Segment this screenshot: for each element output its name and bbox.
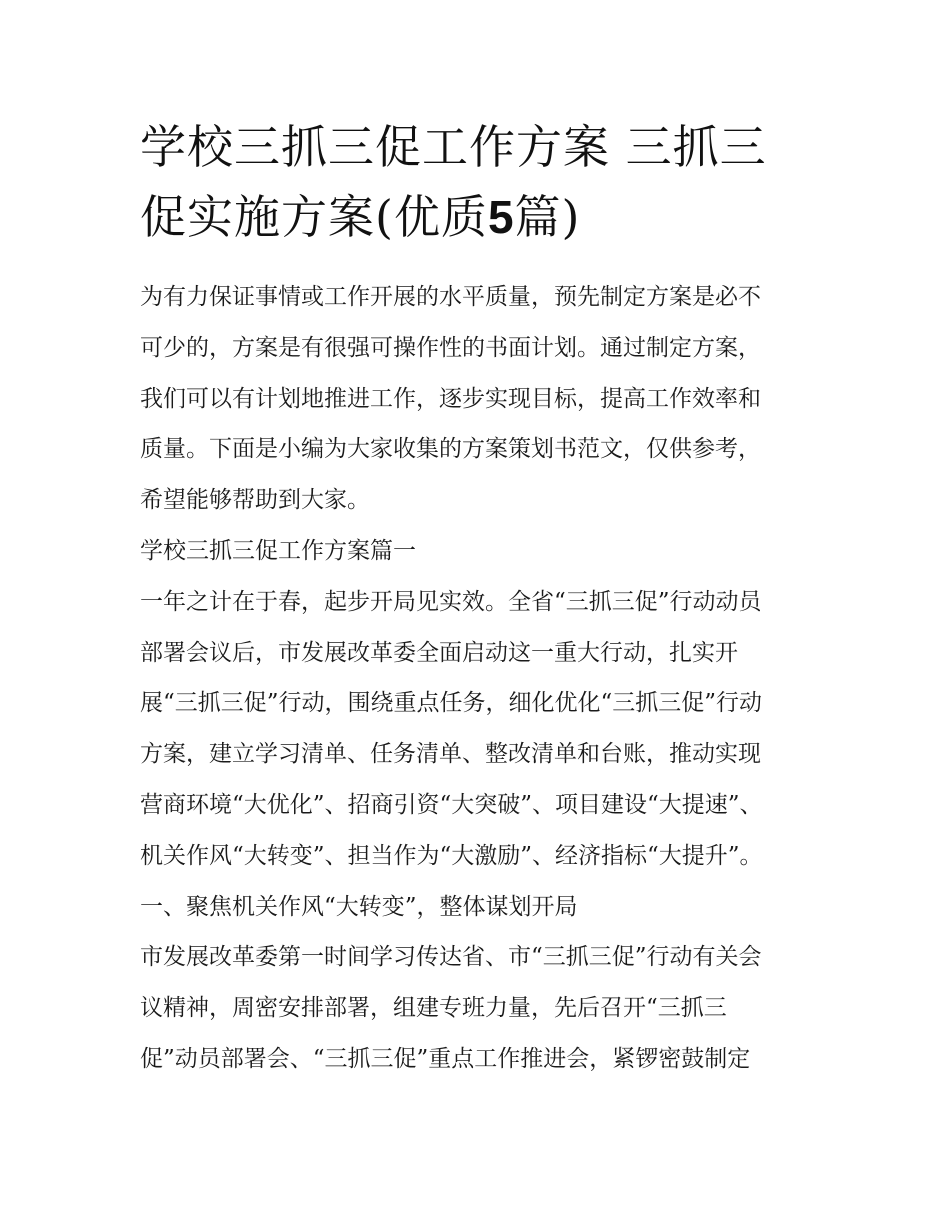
title-text-end: 篇): [514, 190, 581, 244]
paragraph-line: 营商环境“大优化”、招商引资“大突破”、项目建设“大提速”、: [140, 791, 763, 818]
paragraph-line: 机关作风“大转变”、担当作为“大激励”、经济指标“大提升”。: [140, 842, 763, 869]
title-line-1: 学校三抓三促工作方案 三抓三: [140, 120, 767, 174]
intro-line: 质量。下面是小编为大家收集的方案策划书范文，仅供参考，: [140, 436, 761, 463]
paragraph-line: 展“三抓三促”行动，围绕重点任务，细化优化“三抓三促”行动: [140, 690, 763, 717]
title-line-2: [140, 182, 815, 252]
section-heading: 学校三抓三促工作方案篇一: [140, 537, 416, 564]
intro-line: 为有力保证事情或工作开展的水平质量，预先制定方案是必不: [140, 284, 761, 310]
intro-line: 我们可以有计划地推进工作，逐步实现目标，提高工作效率和: [140, 385, 761, 412]
paragraph-line: 促”动员部署会、“三抓三促”重点工作推进会，紧锣密鼓制定: [140, 1045, 751, 1072]
title-number: 5: [487, 191, 515, 243]
paragraph-line: 部署会议后，市发展改革委全面启动这一重大行动，扎实开: [140, 639, 738, 666]
document-body: [140, 272, 815, 1085]
paragraph-line: 方案，建立学习清单、任务清单、整改清单和台账，推动实现: [140, 741, 761, 768]
title-text-part: 促实施方案(优质: [140, 190, 488, 244]
subsection-heading: 一、聚焦机关作风“大转变”，整体谋划开局: [140, 893, 578, 920]
document-title: [140, 112, 815, 252]
intro-line: 可少的，方案是有很强可操作性的书面计划。通过制定方案，: [140, 334, 761, 361]
paragraph-line: 议精神，周密安排部署，组建专班力量，先后召开“三抓三: [140, 995, 727, 1022]
paragraph-line: 市发展改革委第一时间学习传达省、市“三抓三促”行动有关会: [140, 944, 762, 971]
intro-line: 希望能够帮助到大家。: [140, 487, 370, 514]
paragraph-line: 一年之计在于春，起步开局见实效。全省“三抓三促”行动动员: [140, 588, 762, 615]
document-content: [140, 112, 815, 1085]
